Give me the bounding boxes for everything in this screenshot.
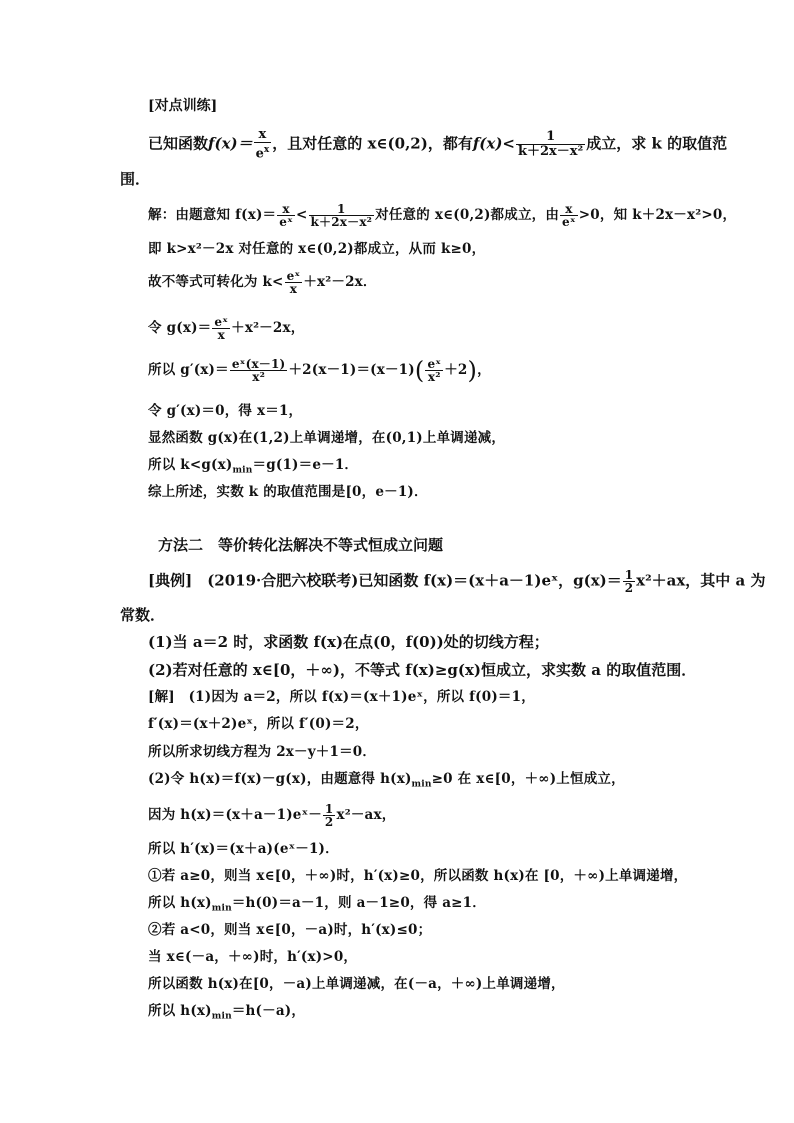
example-intro-line2: 常数． — [120, 606, 166, 624]
method-two-title: 方法二 等价转化法解决不等式恒成立问题 — [158, 536, 444, 554]
solution-line-9: 综上所述，实数 k 的取值范围是[0，e－1)． — [148, 484, 428, 500]
fraction: $\frac{1}{\text{k＋2x－x²}}$ — [518, 129, 584, 160]
practice-problem-line2: 围． — [120, 170, 151, 188]
example-solution-1: [解] (1)因为 a＝2，所以 f(x)＝(x＋1)eˣ，所以 f(0)＝1， — [148, 689, 535, 705]
solution-line-8: 所以 $k<g(x)_{min}=g(1)=e-1$． — [148, 457, 359, 476]
example-solution-2: f′(x)＝(x＋2)eˣ，所以 f′(0)＝2， — [148, 716, 369, 732]
solution-line-7: 显然函数 g(x)在(1,2)上单调递增，在(0,1)上单调递减， — [148, 430, 506, 446]
solution-line-1: 解：由题意知 f(x)＝ $\frac{x}{\text{eˣ}}$ < $\frac{1}{\text{k＋2x－x²}}$ 对任意的 x∈(0,2)都成立，由 $\frac{x}{\text{eˣ}}$ >0，知 k＋2x－x²>0， — [148, 202, 737, 229]
example-solution-3: 所以所求切线方程为 2x－y＋1＝0． — [148, 744, 377, 760]
example-solution-7: ①若 a≥0，则当 x∈[0，＋∞)时，h′(x)≥0，所以函数 h(x)在 [0，＋∞)上单调递增， — [148, 868, 688, 884]
example-solution-4: (2)令 h(x)＝f(x)－g(x)，由题意得 $h(x)_{min}\ge 0$ 在 x∈[0，＋∞)上恒成立， — [148, 771, 625, 790]
example-question-1: (1)当 a＝2 时，求函数 f(x)在点(0，f(0))处的切线方程； — [148, 633, 549, 651]
practice-header: [对点训练] — [148, 98, 218, 114]
example-solution-9: ②若 a<0，则当 x∈[0，－a)时，h′(x)≤0； — [148, 922, 432, 938]
practice-problem-line1: 已知函数f(x)＝ $\frac{x}{e^x}$ ，且对任意的 x∈(0,2)，都有f(x)< $\frac{1}{\text{k＋2x－x²}}$ 成立，求 k 的取值范 — [148, 127, 728, 162]
solution-line-5: 所以 g′(x)＝ $\frac{\text{eˣ(x－1)}}{\text{x²}}$ ＋2(x－1)＝(x－1)( $\frac{\text{eˣ}}{\text{x²}}$ ＋2)， — [148, 356, 491, 385]
solution-line-4: 令 g(x)＝ $\frac{\text{eˣ}}{x}$ ＋x²－2x， — [148, 315, 305, 342]
example-question-2: (2)若对任意的 x∈[0，＋∞)，不等式 f(x)≥g(x)恒成立，求实数 a 的取值范围． — [148, 661, 697, 679]
solution-line-6: 令 g′(x)＝0，得 x＝1， — [148, 403, 303, 419]
example-intro-line1: [典例] (2019·合肥六校联考)已知函数 f(x)＝(x＋a－1)eˣ，g(x)＝ $\frac{1}{2}$ x²＋ax，其中 a 为 — [148, 568, 766, 595]
solution-line-2: 即 k>x²－2x 对任意的 x∈(0,2)都成立，从而 k≥0， — [148, 241, 486, 257]
solution-line-3: 故不等式可转化为 k< $\frac{\text{eˣ}}{x}$ ＋x²－2x． — [148, 269, 377, 296]
example-solution-6: 所以 h′(x)＝(x＋a)(eˣ－1)． — [148, 841, 339, 857]
example-solution-11: 所以函数 h(x)在[0，－a)上单调递减，在(－a，＋∞)上单调递增， — [148, 976, 565, 992]
example-solution-5: 因为 h(x)＝(x＋a－1)eˣ－ $\frac{1}{2}$ x²－ax， — [148, 802, 396, 829]
example-solution-10: 当 x∈(－a，＋∞)时，h′(x)>0， — [148, 949, 358, 965]
fraction: $\frac{x}{e^x}$ — [255, 127, 270, 162]
example-solution-8: 所以 $h(x)_{min}=h(0)=a-1$，则 a－1≥0，得 a≥1． — [148, 895, 486, 914]
example-solution-12: 所以 $h(x)_{min}=h(-a)$， — [148, 1003, 306, 1022]
